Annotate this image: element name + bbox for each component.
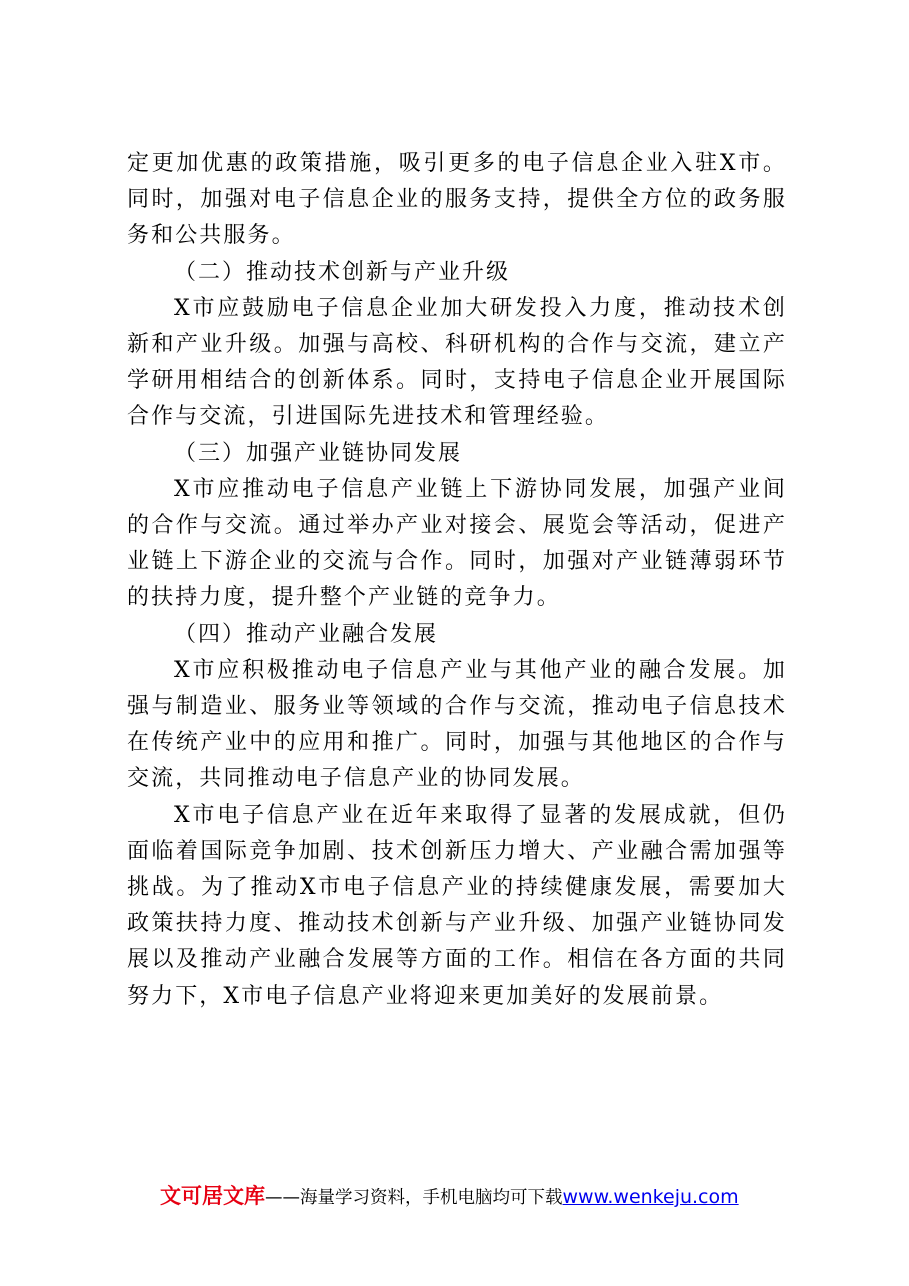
- footer-site-link[interactable]: www.wenkeju.com: [562, 1186, 739, 1208]
- section-heading-3: （三）加强产业链协同发展: [174, 440, 463, 466]
- document-body: [127, 146, 787, 1015]
- paragraph-industry-fusion: X市应积极推动电子信息产业与其他产业的融合发展。加强与制造业、服务业等领域的合作与交流，推动电子信息技术在传统产业中的应用和推广。同时，加强与其他地区的合作与交流，共同推动电子信息产业的协同发展。: [127, 657, 787, 792]
- section-heading-2: （二）推动技术创新与产业升级: [174, 259, 511, 285]
- footer-slogan: ——海量学习资料，手机电脑均可下载: [265, 1188, 563, 1208]
- paragraph-industry-chain: X市应推动电子信息产业链上下游协同发展，加强产业间的合作与交流。通过举办产业对接会、展览会等活动，促进产业链上下游企业的交流与合作。同时，加强对产业链薄弱环节的扶持力度，提升整个产业链的竞争力。: [127, 476, 787, 611]
- paragraph-conclusion: X市电子信息产业在近年来取得了显著的发展成就，但仍面临着国际竞争加剧、技术创新压力增大、产业融合需加强等挑战。为了推动X市电子信息产业的持续健康发展，需要加大政策扶持力度、推动技术创新与产业升级、加强产业链协同发展以及推动产业融合发展等方面的工作。相信在各方面的共同努力下，X市电子信息产业将迎来更加美好的发展前景。: [127, 802, 787, 1009]
- paragraph-continuation: 定更加优惠的政策措施，吸引更多的电子信息企业入驻X市。同时，加强对电子信息企业的服务支持，提供全方位的政务服务和公共服务。: [127, 151, 787, 249]
- paragraph-tech-innovation: X市应鼓励电子信息企业加大研发投入力度，推动技术创新和产业升级。加强与高校、科研机构的合作与交流，建立产学研用相结合的创新体系。同时，支持电子信息企业开展国际合作与交流，引进国际先进技术和管理经验。: [127, 295, 787, 430]
- section-heading-4: （四）推动产业融合发展: [174, 621, 439, 647]
- page-footer: [160, 1183, 800, 1211]
- footer-brand: 文可居文库: [160, 1184, 265, 1208]
